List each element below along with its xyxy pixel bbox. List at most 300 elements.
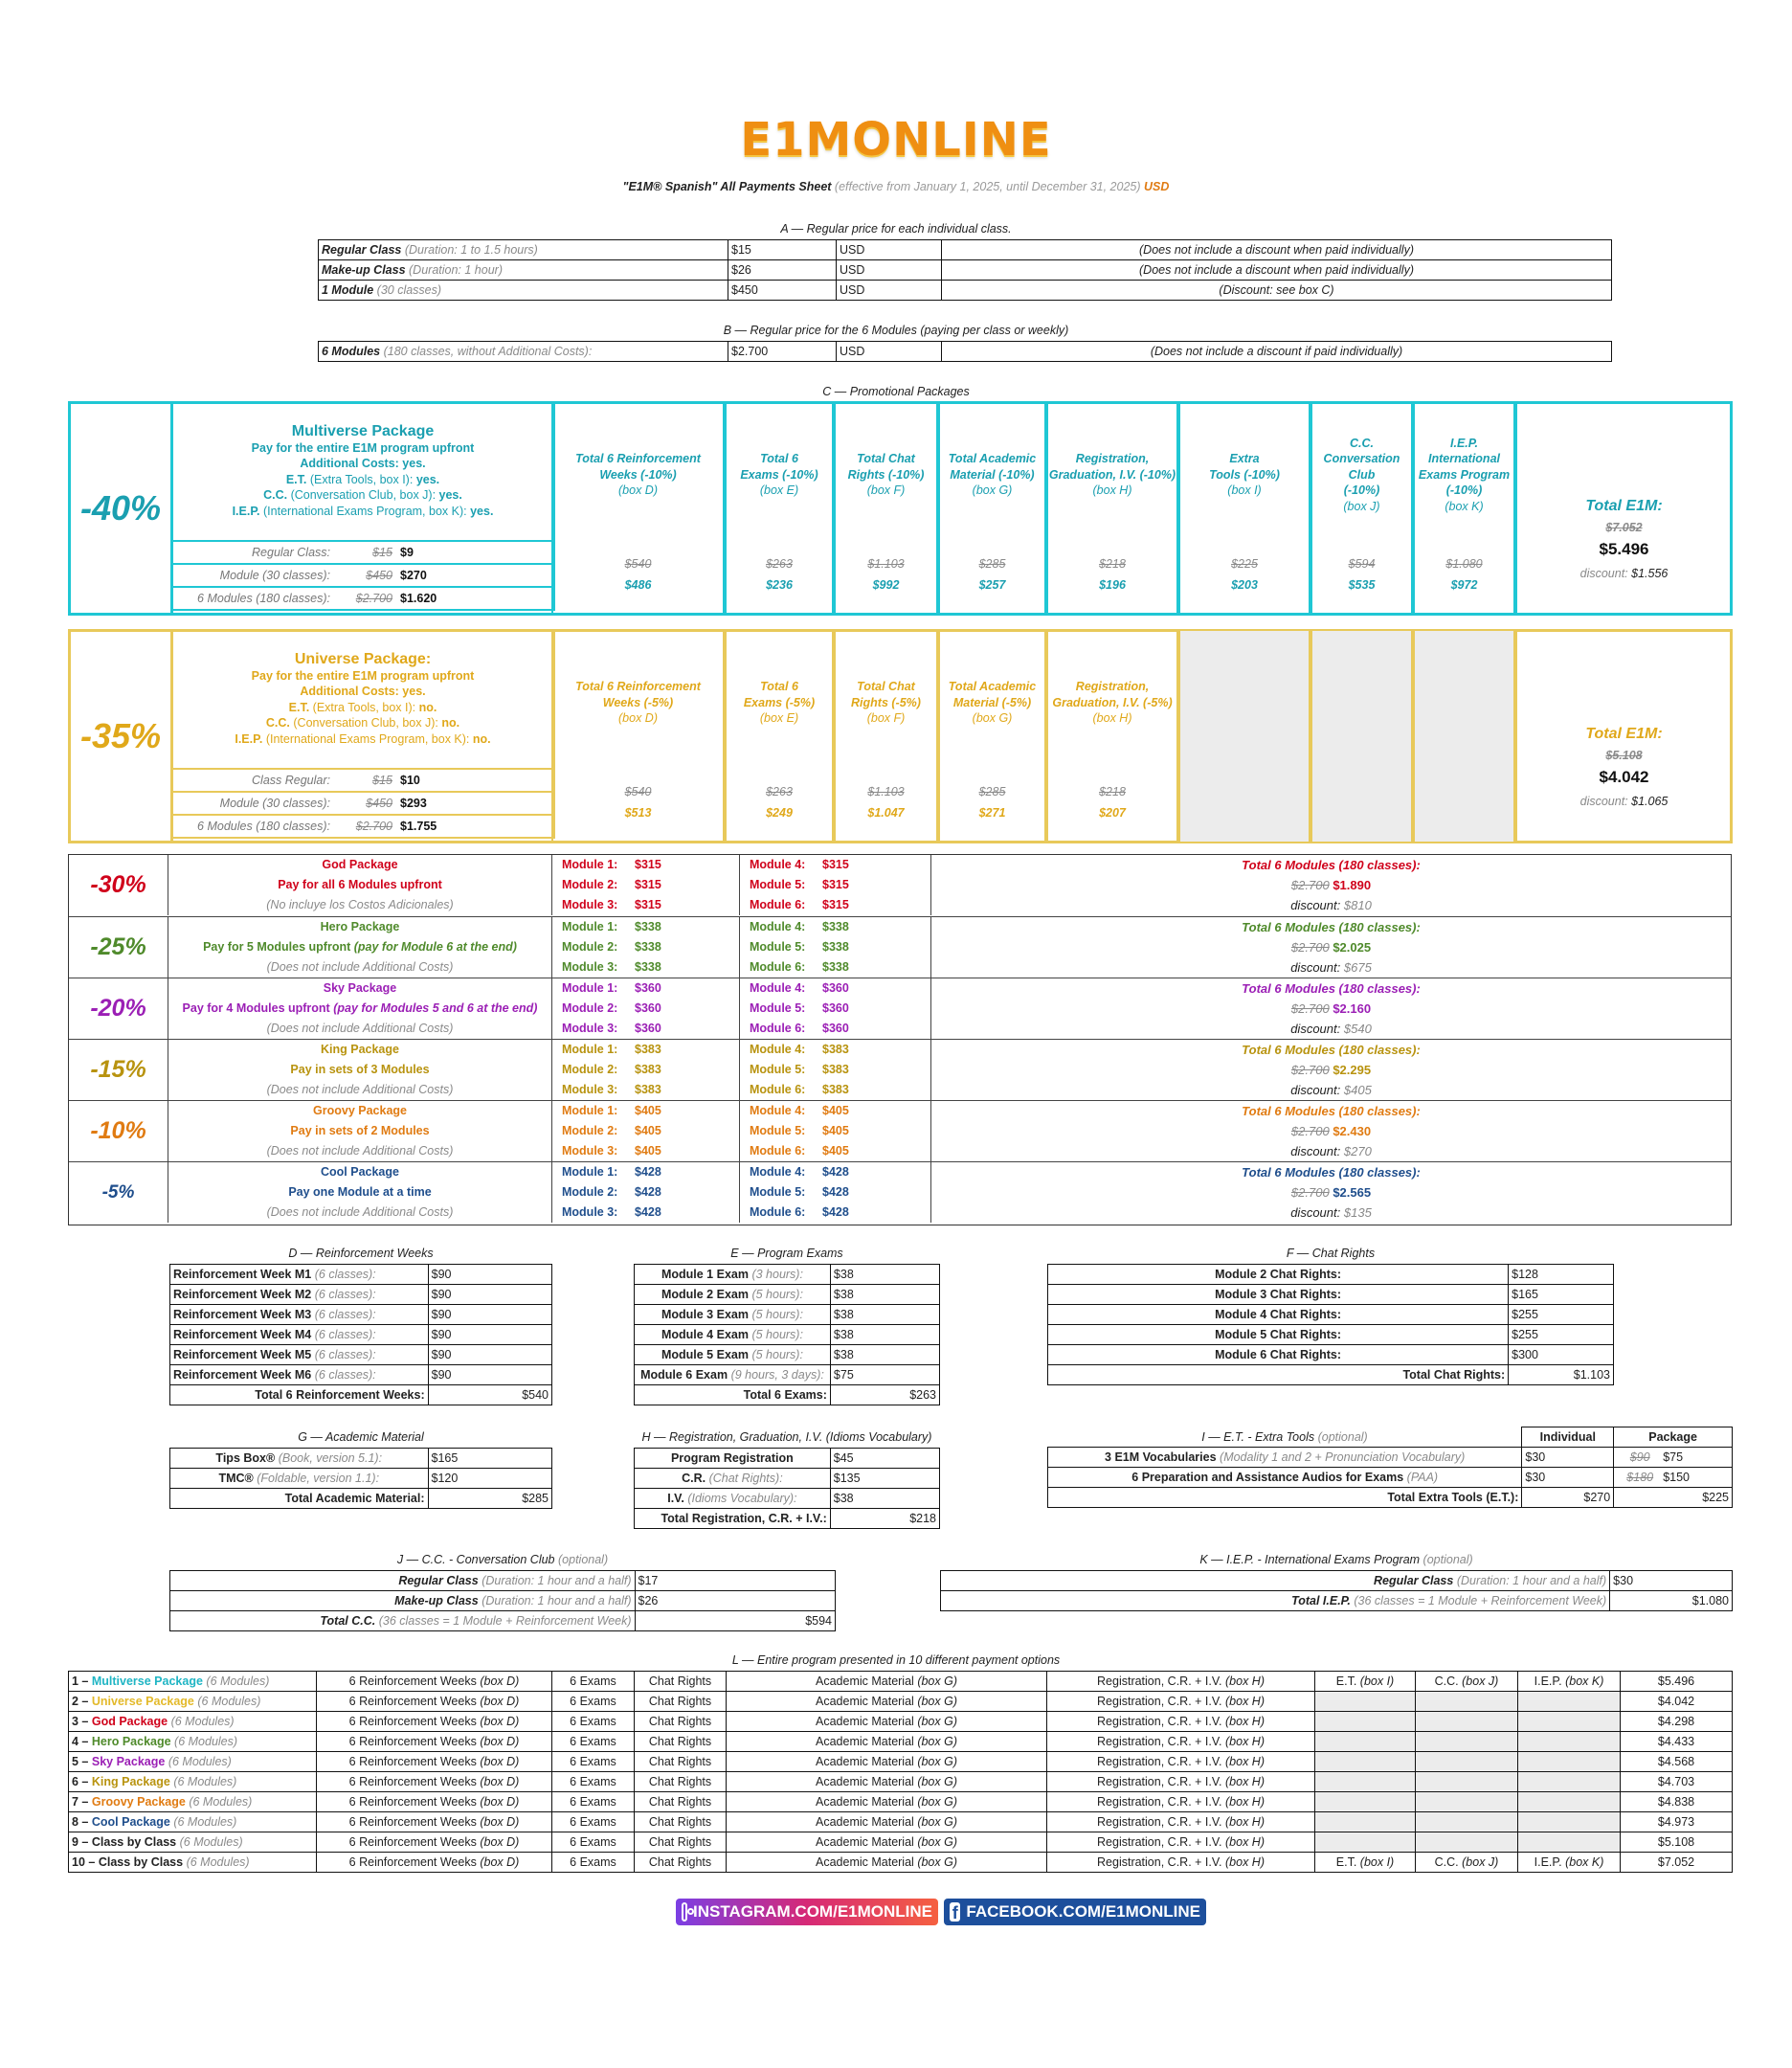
section-g-table: [169, 1448, 552, 1509]
payment-option-row: [69, 1692, 1733, 1712]
instagram-link[interactable]: [676, 1899, 938, 1925]
text: Pay in sets of 2 Modules: [290, 1124, 430, 1137]
table-row: [319, 240, 1612, 260]
cost-column: [938, 401, 1046, 616]
package-name: King Package: [91, 1775, 170, 1788]
item-name: Module 6 Chat Rights:: [1215, 1348, 1342, 1361]
table-row: [1048, 1265, 1614, 1285]
tier-percent: -15%: [69, 1040, 168, 1100]
module-price: [552, 1101, 739, 1121]
total-label: [941, 1591, 1610, 1611]
text: Module: [750, 1083, 792, 1096]
class-price: $26: [728, 260, 837, 281]
item-price: $90: [428, 1285, 551, 1305]
title-main: "E1M® Spanish" All Payments Sheet: [622, 180, 832, 193]
total-row: [635, 1385, 940, 1405]
cc-cell: [1416, 1792, 1518, 1812]
item-name: C.R.: [682, 1472, 706, 1485]
table-row: [635, 1265, 940, 1285]
item-price: $300: [1509, 1345, 1614, 1365]
class-name: 1 Module: [322, 283, 374, 297]
total-value: $285: [428, 1489, 551, 1509]
option-total: $4.568: [1621, 1752, 1733, 1772]
item-label: [170, 1449, 429, 1469]
item-name: Reinforcement Week M3: [173, 1308, 312, 1321]
multiverse-description: [170, 401, 555, 542]
price: $428: [822, 1165, 849, 1179]
old-cost: $218: [1099, 557, 1126, 571]
option-number: 4 –: [72, 1735, 89, 1748]
module-price: [740, 1019, 930, 1039]
module-label: Module 3:: [562, 1144, 618, 1158]
exams-cell: 6 Exams: [552, 1812, 635, 1832]
cost-column: [834, 401, 938, 616]
table-row: [635, 1285, 940, 1305]
old-cost: $263: [766, 557, 793, 571]
item-note: (6 classes):: [314, 1288, 376, 1301]
label-line: Rights (-5%): [851, 695, 921, 709]
cost-label: [940, 631, 1044, 775]
module-price: [552, 957, 739, 978]
tier-terms: [168, 1060, 551, 1080]
price: $428: [635, 1165, 661, 1179]
text: Pay for all 6 Modules upfront: [278, 878, 442, 891]
text: Academic Material: [816, 1695, 914, 1708]
module-price: [552, 1060, 739, 1080]
price: $360: [822, 1022, 849, 1035]
modules-note: (6 Modules): [206, 1675, 270, 1688]
registration-cell: [1047, 1712, 1315, 1732]
cost-label: [553, 631, 723, 775]
item-price: $45: [830, 1449, 939, 1469]
option-number: 3 –: [72, 1715, 89, 1728]
tier-packages: [68, 854, 1732, 1225]
table-row: [635, 1345, 940, 1365]
total-label: Total E1M:: [1585, 498, 1663, 514]
label-line: I.E.P.: [1450, 436, 1478, 450]
tier-percent: -5%: [69, 1162, 168, 1223]
price-label: 6 Modules (180 classes):: [197, 819, 330, 833]
table-row: [1048, 1345, 1614, 1365]
text: Module: [562, 1022, 604, 1035]
old-cost: $225: [1231, 557, 1258, 571]
section-h-title: H — Registration, Graduation, I.V. (Idioms Vocabulary): [641, 1430, 932, 1444]
discount-value: $135: [1343, 1205, 1372, 1220]
section-h-table: [634, 1448, 940, 1529]
exams-cell: 6 Exams: [552, 1853, 635, 1873]
text: Registration, C.R. + I.V.: [1097, 1775, 1222, 1788]
class-currency: USD: [837, 281, 942, 301]
option-name: [69, 1732, 317, 1752]
tier-note: (No incluye los Costos Adicionales): [266, 898, 454, 911]
text: Module: [562, 981, 604, 995]
new-cost: $271: [978, 806, 1006, 820]
payment-option-row: [69, 1712, 1733, 1732]
item-price: $38: [830, 1345, 939, 1365]
package-name: Sky Package: [91, 1755, 166, 1768]
item-price: $90: [428, 1365, 551, 1385]
item-note: (5 hours):: [751, 1288, 803, 1301]
module-price: [740, 895, 930, 915]
option-number: 2 –: [72, 1695, 89, 1708]
old-cost: $540: [624, 557, 652, 571]
total-discount: [1517, 792, 1731, 811]
discount-percent: -35%: [79, 716, 162, 755]
item-name: Make-up Class: [394, 1594, 479, 1607]
reinforcement-cell: [317, 1792, 552, 1812]
modules-note: (6 Modules): [174, 1735, 238, 1748]
table-row: [170, 1345, 552, 1365]
label-line: (box E): [759, 483, 799, 498]
label-line: C.C.: [1350, 436, 1374, 450]
text: 6 Reinforcement Weeks: [348, 1695, 477, 1708]
new-cost: $992: [872, 578, 900, 592]
module-label: Module 3:: [562, 1205, 618, 1219]
section-j-table: [169, 1570, 836, 1631]
text: Module: [750, 878, 792, 891]
cc-cell: [1416, 1853, 1518, 1873]
label-line: Total 6: [760, 680, 798, 694]
module-price: [552, 999, 739, 1019]
label-line: Club: [1348, 467, 1376, 482]
old-price: $2.700: [1290, 1124, 1330, 1138]
label-line: (box K): [1445, 499, 1484, 513]
option-total: $4.433: [1621, 1732, 1733, 1752]
modules-1-3: [552, 855, 740, 915]
module-label: Module 2:: [562, 1001, 618, 1015]
old-price: $450: [366, 568, 392, 582]
new-price: $2.160: [1333, 1001, 1372, 1016]
option-total: $4.973: [1621, 1812, 1733, 1832]
discount-label: discount:: [1290, 1144, 1341, 1158]
new-cost: $535: [1348, 578, 1376, 592]
module-price: [740, 1121, 930, 1141]
package-name: Class by Class: [98, 1855, 184, 1869]
table-row: [170, 1469, 552, 1489]
label-line: Total Academic: [948, 680, 1037, 694]
text: Module: [750, 1144, 792, 1158]
item-price: $17: [635, 1571, 835, 1591]
tier-total-price: [931, 1060, 1731, 1080]
new-price: $75: [1663, 1450, 1684, 1464]
text: Registration, C.R. + I.V.: [1097, 1795, 1222, 1809]
label-line: Total Chat: [857, 452, 915, 466]
academic-cell: [727, 1752, 1047, 1772]
label-line: Exams Program: [1418, 467, 1511, 482]
academic-cell: [727, 1812, 1047, 1832]
item-price: $128: [1509, 1265, 1614, 1285]
new-cost: $1.047: [867, 806, 905, 820]
payment-option-row: [69, 1812, 1733, 1832]
tier-percent: -30%: [69, 855, 168, 915]
text: Module: [562, 1083, 604, 1096]
text: Pay one Module at a time: [288, 1185, 432, 1199]
six-modules-currency: USD: [837, 342, 942, 362]
module-label: Module 6:: [750, 898, 806, 911]
item-name: Reinforcement Week M2: [173, 1288, 312, 1301]
module-price: [740, 855, 930, 875]
text: (box H): [1225, 1695, 1265, 1708]
text: (box D): [480, 1755, 520, 1768]
option-name: [69, 1792, 317, 1812]
class-price: $15: [728, 240, 837, 260]
module-price: [552, 1080, 739, 1100]
option-total: $4.838: [1621, 1792, 1733, 1812]
iep-cell: [1518, 1732, 1621, 1752]
price: $338: [822, 960, 849, 974]
item-price: $90: [428, 1325, 551, 1345]
price: $315: [635, 898, 661, 911]
label-line: Total Chat: [857, 680, 915, 694]
academic-cell: [727, 1692, 1047, 1712]
option-total: $4.042: [1621, 1692, 1733, 1712]
module-label: Module 6:: [750, 1022, 806, 1035]
price: $428: [635, 1205, 661, 1219]
item-label: [170, 1571, 636, 1591]
tier-total: [931, 1101, 1731, 1161]
modules-4-6: [740, 1040, 931, 1100]
table-row: [1048, 1305, 1614, 1325]
table-row: [170, 1591, 836, 1611]
text: 6 Reinforcement Weeks: [348, 1675, 477, 1688]
modules-4-6: [740, 917, 931, 978]
module-label: Module 4:: [750, 1104, 806, 1117]
modules-4-6: [740, 1162, 931, 1223]
section-k-table: [940, 1570, 1733, 1611]
label-line: (box I): [1227, 483, 1262, 498]
price: $315: [822, 898, 849, 911]
instagram-icon: [682, 1902, 687, 1922]
total-row: [635, 1509, 940, 1529]
section-g-title: G — Academic Material: [298, 1430, 424, 1444]
module-price: [740, 978, 930, 999]
module-price: [740, 1203, 930, 1223]
price: $315: [822, 858, 849, 871]
modules-1-3: [552, 1040, 740, 1100]
module-label: Module 5:: [750, 1063, 806, 1076]
answer: yes.: [470, 504, 494, 518]
tier-description: [168, 1101, 552, 1161]
item-note: (3 hours):: [751, 1268, 803, 1281]
tier-total: [931, 1040, 1731, 1100]
item-label: [635, 1345, 831, 1365]
old-price: $2.700: [355, 591, 392, 605]
text: 6 Reinforcement Weeks: [348, 1775, 477, 1788]
text: Module: [750, 1104, 792, 1117]
price: $315: [822, 878, 849, 891]
discount-label: discount:: [1290, 1205, 1341, 1220]
new-cost: $972: [1450, 578, 1478, 592]
price: $338: [822, 920, 849, 933]
text: (box G): [917, 1675, 957, 1688]
tier-row: [69, 1039, 1731, 1100]
payment-option-row: [69, 1772, 1733, 1792]
registration-cell: [1047, 1752, 1315, 1772]
item-label: [1048, 1325, 1509, 1345]
label-line: (-10%): [1343, 483, 1380, 498]
modules-note: (6 Modules): [197, 1695, 261, 1708]
cost-column: [1310, 629, 1413, 843]
cost-column: [1046, 629, 1178, 843]
text: (box D): [480, 1715, 520, 1728]
module-price: [740, 1101, 930, 1121]
text: Module: [750, 1022, 792, 1035]
tier-percent: -20%: [69, 978, 168, 1039]
module-price: [552, 1141, 739, 1161]
et-cell: [1315, 1752, 1416, 1772]
modules-1-3: [552, 1162, 740, 1223]
class-remark: (Does not include a discount when paid individually): [942, 240, 1612, 260]
old-price: $450: [366, 796, 392, 810]
header-row: [1048, 1427, 1733, 1448]
label-line: (box D): [618, 483, 658, 498]
discount-label: discount:: [1579, 567, 1628, 580]
cost-label: [1048, 403, 1176, 547]
text: C.C.: [263, 488, 288, 502]
total-old: $5.108: [1605, 749, 1643, 762]
answer: no.: [418, 700, 437, 714]
option-name: [69, 1752, 317, 1772]
total-row: [170, 1385, 552, 1405]
reinforcement-cell: [317, 1832, 552, 1853]
tier-terms: [168, 1121, 551, 1141]
item-price: $30: [1522, 1468, 1614, 1488]
total-value: $270: [1522, 1488, 1614, 1508]
payment-option-row: [69, 1752, 1733, 1772]
tier-row: [69, 855, 1731, 916]
tier-description: [168, 1040, 552, 1100]
item-note: (6 classes):: [314, 1328, 376, 1341]
item-label: [170, 1325, 429, 1345]
et-cell: [1315, 1853, 1416, 1873]
reinforcement-cell: [317, 1672, 552, 1692]
text: (box G): [917, 1755, 957, 1768]
tier-name: King Package: [321, 1043, 399, 1056]
multiverse-package-box: [68, 401, 1733, 616]
module-price: [552, 1019, 739, 1039]
facebook-link[interactable]: [944, 1899, 1206, 1925]
new-cost: $249: [766, 806, 793, 820]
module-price: [552, 1040, 739, 1060]
iep-cell: [1518, 1772, 1621, 1792]
total-discount: [1517, 564, 1731, 583]
package-name: Hero Package: [91, 1735, 171, 1748]
text: I.E.P.: [1534, 1855, 1562, 1869]
module-label: Module 3:: [562, 960, 618, 974]
price: $383: [635, 1083, 661, 1096]
tier-total-label: Total 6 Modules (180 classes):: [1242, 1043, 1421, 1057]
item-name: Module 4 Chat Rights:: [1215, 1308, 1342, 1321]
text: (pay for Modules 5 and 6 at the end): [333, 1001, 538, 1015]
item-note: (Foldable, version 1.1):: [257, 1472, 380, 1485]
modules-note: (6 Modules): [186, 1855, 250, 1869]
option-name: [69, 1712, 317, 1732]
class-name: Regular Class: [322, 243, 402, 257]
module-label: Module 1:: [562, 1104, 618, 1117]
item-note: (Idioms Vocabulary):: [687, 1492, 797, 1505]
table-row: [635, 1489, 940, 1509]
price: $428: [822, 1185, 849, 1199]
item-name: 3 E1M Vocabularies: [1105, 1450, 1217, 1464]
reinforcement-cell: [317, 1772, 552, 1792]
text: Registration, C.R. + I.V.: [1097, 1695, 1222, 1708]
module-label: Module 4:: [750, 981, 806, 995]
module-label: Module 5:: [750, 1124, 806, 1137]
item-note: (6 classes):: [314, 1368, 376, 1382]
chat-rights-cell: Chat Rights: [635, 1752, 727, 1772]
tier-note: (Does not include Additional Costs): [266, 1144, 454, 1158]
module-price: [740, 1141, 930, 1161]
reinforcement-cell: [317, 1732, 552, 1752]
option-number: 8 –: [72, 1815, 89, 1829]
text: C.C.: [265, 716, 290, 730]
tier-discount: [931, 1141, 1731, 1161]
text: (box G): [917, 1735, 957, 1748]
text: Academic Material: [816, 1795, 914, 1809]
price: $315: [635, 858, 661, 871]
total-new: $5.496: [1599, 540, 1649, 558]
section-d-table: [169, 1264, 552, 1405]
cc-cell: [1416, 1712, 1518, 1732]
cost-column: [1413, 401, 1515, 616]
price: $338: [635, 940, 661, 954]
text: Academic Material: [816, 1755, 914, 1768]
text: (box I): [1359, 1675, 1395, 1688]
new-cost: $207: [1099, 806, 1126, 820]
package-price-row: [170, 791, 555, 816]
modules-1-3: [552, 917, 740, 978]
module-label: Module 5:: [750, 1001, 806, 1015]
option-name: [69, 1853, 317, 1873]
facebook-label: FACEBOOK.COM/E1MONLINE: [966, 1902, 1200, 1921]
new-price: $2.025: [1333, 940, 1372, 955]
item-name: I.V.: [667, 1492, 684, 1505]
label-line: Total 6 Reinforcement: [575, 680, 701, 694]
chat-rights-cell: Chat Rights: [635, 1832, 727, 1853]
table-row: [319, 260, 1612, 281]
text: (box G): [917, 1695, 957, 1708]
label-line: (box G): [972, 711, 1013, 726]
text: (box D): [480, 1775, 520, 1788]
option-name: [69, 1832, 317, 1853]
chat-rights-cell: Chat Rights: [635, 1712, 727, 1732]
package-line: [286, 472, 439, 488]
text: Module: [562, 1043, 604, 1056]
item-note: (Book, version 5.1):: [278, 1451, 383, 1465]
label-line: Weeks (-10%): [599, 467, 677, 482]
item-name: Module 4 Exam: [661, 1328, 749, 1341]
item-name: 6 Preparation and Assistance Audios for Exams: [1131, 1471, 1404, 1484]
text: (Conversation Club, box J):: [293, 716, 438, 730]
exams-cell: 6 Exams: [552, 1752, 635, 1772]
text: Module: [750, 1043, 792, 1056]
text: (box H): [1225, 1675, 1265, 1688]
module-price: [740, 875, 930, 895]
label-line: Registration,: [1075, 680, 1150, 694]
text: (box D): [480, 1735, 520, 1748]
option-number: 1 –: [72, 1675, 89, 1688]
price-label: Class Regular:: [252, 773, 330, 787]
class-note: (Duration: 1 hour): [409, 263, 503, 277]
price: $338: [635, 920, 661, 933]
table-row: [1048, 1448, 1733, 1468]
new-price: $1.620: [400, 591, 437, 605]
item-label: [635, 1285, 831, 1305]
new-cost: $257: [978, 578, 1006, 592]
item-label: [170, 1345, 429, 1365]
text: 6 Reinforcement Weeks: [348, 1735, 477, 1748]
label-line: (box G): [972, 483, 1013, 498]
